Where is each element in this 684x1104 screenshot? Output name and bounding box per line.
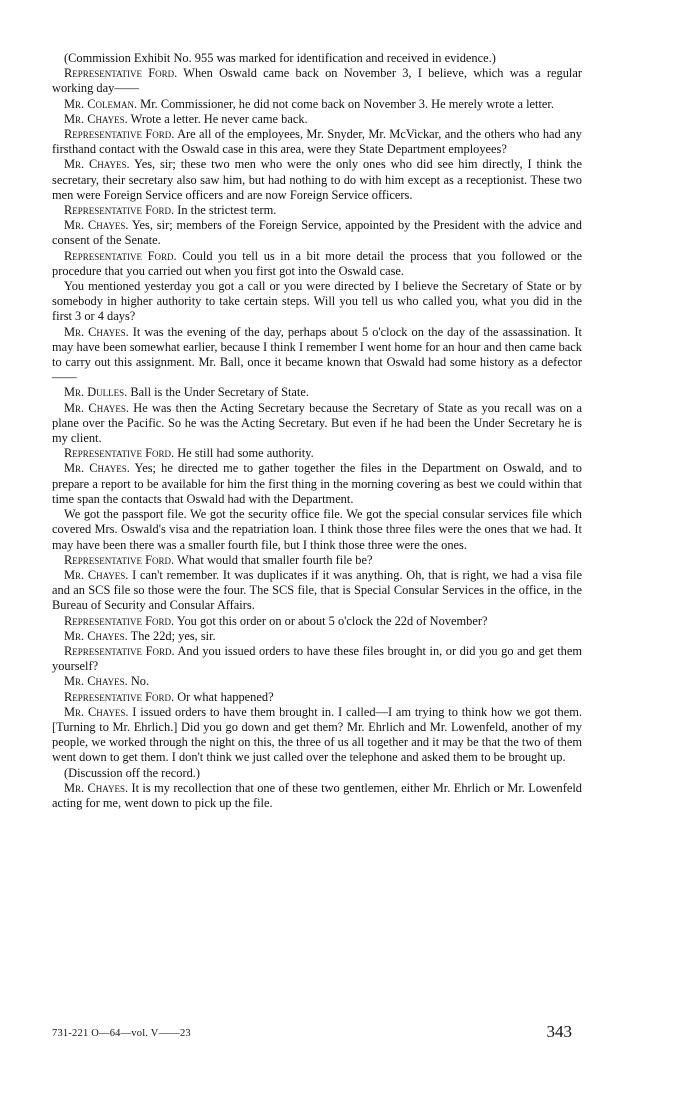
- paragraph-text: You got this order on or about 5 o'clock the 22d of November?: [174, 613, 488, 628]
- paragraph-text: I can't remember. It was duplicates if it was anything. Oh, that is right, we had a visa file and an SCS file so those were the four. The SCS file, that is Special Consular Services in the office, in the Bureau of Security and Consular Affairs.: [52, 567, 582, 613]
- page-number: 343: [546, 1022, 572, 1041]
- speaker-name: Mr. Chayes.: [64, 704, 129, 719]
- speaker-name: Mr. Chayes.: [64, 400, 129, 415]
- paragraph-text: The 22d; yes, sir.: [127, 628, 216, 643]
- paragraph: [52, 705, 582, 766]
- speaker-name: Mr. Chayes.: [64, 461, 130, 476]
- paragraph-text: (Discussion off the record.): [64, 765, 201, 780]
- paragraph-text: It is my recollection that one of these two gentlemen, either Mr. Ehrlich or Mr. Lowenfeld acting for me, went down to pick up the file.: [52, 780, 582, 810]
- paragraph: [52, 568, 582, 614]
- speaker-name: Representative Ford.: [64, 446, 175, 461]
- paragraph: [52, 249, 582, 279]
- paragraph: [52, 614, 582, 629]
- paragraph-text: I issued orders to have them brought in. I called—I am trying to think how we got them. [Turning to Mr. Ehrlich.] Did you go down and get them? Mr. Ehrlich and Mr. Lowenfeld, another of my people, we worked through the night on this, the three of us all together and it may be that the two of them went down to get them. I don't think we just called over the telephone and asked them to be brought up.: [52, 704, 582, 765]
- speaker-name: Mr. Dulles.: [64, 385, 128, 400]
- paragraph: [52, 97, 582, 112]
- paragraph-text: Ball is the Under Secretary of State.: [127, 385, 309, 400]
- speaker-name: Mr. Chayes.: [64, 218, 129, 233]
- paragraph-text: And you issued orders to have these files brought in, or did you go and get them yourself?: [52, 643, 582, 674]
- speaker-name: Mr. Chayes.: [64, 111, 128, 126]
- paragraph-text: Are all of the employees, Mr. Snyder, Mr. McVickar, and the others who had any firsthand contact with the Oswald case in this area, were they State Department employees?: [52, 127, 582, 157]
- paragraph-text: No.: [127, 674, 150, 689]
- paragraph-text: When Oswald came back on November 3, I believe, which was a regular working day——: [52, 66, 582, 96]
- speaker-name: Representative Ford.: [64, 248, 177, 263]
- speaker-name: Representative Ford.: [64, 552, 175, 567]
- paragraph: [52, 401, 582, 447]
- paragraph-text: Yes, sir; these two men who were the only ones who did see him directly, I think the secretary, their secretary also saw him, but had nothing to do with him except as a receptionist. These two men were Foreign Service officers and are now Foreign Service officers.: [52, 157, 582, 202]
- paragraph: [52, 644, 582, 674]
- paragraph: [52, 461, 582, 507]
- paragraph-text: It was the evening of the day, perhaps about 5 o'clock on the day of the assassination. It may have been somewhat earlier, because I think I remember I went home for an hour and then came back to carry out this assignment. Mr. Ball, once it became known that Oswald had some history as a defector——: [52, 324, 582, 385]
- paragraph: [52, 203, 582, 218]
- transcript-body: [52, 51, 582, 811]
- speaker-name: Mr. Chayes.: [64, 157, 130, 172]
- paragraph-text: What would that smaller fourth file be?: [174, 552, 373, 567]
- paragraph-text: (Commission Exhibit No. 955 was marked for identification and received in evidence.): [64, 51, 496, 65]
- speaker-name: Representative Ford.: [64, 66, 178, 81]
- paragraph-text: Yes; he directed me to gather together the files in the Department on Oswald, and to prepare a report to be available for him the first thing in the morning covering as best we could within that time span the contacts that Oswald had with the Department.: [52, 461, 582, 506]
- speaker-name: Mr. Chayes.: [64, 674, 128, 689]
- paragraph-text: Yes, sir; members of the Foreign Service, appointed by the President with the advice and consent of the Senate.: [52, 218, 582, 248]
- paragraph: [52, 629, 582, 644]
- speaker-name: Mr. Chayes.: [64, 567, 129, 582]
- speaker-name: Representative Ford.: [64, 127, 175, 142]
- speaker-name: Mr. Coleman.: [64, 96, 138, 111]
- paragraph: [52, 51, 582, 66]
- print-code: 731-221 O—64—vol. V——23: [52, 1028, 191, 1039]
- speaker-name: Mr. Chayes.: [64, 324, 129, 339]
- paragraph: [52, 781, 582, 811]
- speaker-name: Representative Ford.: [64, 613, 175, 628]
- paragraph: [52, 325, 582, 386]
- paragraph-text: Could you tell us in a bit more detail the process that you followed or the procedure that you carried out when you first got into the Oswald case.: [52, 248, 582, 278]
- paragraph-text: He still had some authority.: [174, 446, 314, 461]
- paragraph: [52, 690, 582, 705]
- paragraph: [52, 66, 582, 96]
- paragraph-text: Mr. Commissioner, he did not come back on November 3. He merely wrote a letter.: [137, 96, 554, 111]
- paragraph-text: Wrote a letter. He never came back.: [127, 111, 308, 126]
- paragraph-text: Or what happened?: [174, 689, 274, 704]
- paragraph: [52, 766, 582, 781]
- paragraph-text: In the strictest term.: [174, 203, 277, 218]
- speaker-name: Mr. Chayes.: [64, 780, 129, 795]
- paragraph: [52, 127, 582, 157]
- speaker-name: Representative Ford.: [64, 203, 175, 218]
- paragraph: [52, 218, 582, 248]
- paragraph: [52, 279, 582, 325]
- paragraph-text: He was then the Acting Secretary because the Secretary of State as you recall was on a plane over the Pacific. So he was the Acting Secretary. But even if he had been the Under Secretary he is my client.: [52, 400, 582, 446]
- paragraph: [52, 112, 582, 127]
- paragraph-text: We got the passport file. We got the security office file. We got the special consular services file which covered Mrs. Oswald's visa and the repatriation loan. I think those three files were the ones that we had. It may have been there was a smaller fourth file, but I think those three were the ones.: [52, 507, 582, 552]
- speaker-name: Mr. Chayes.: [64, 628, 128, 643]
- paragraph: [52, 507, 582, 553]
- paragraph-text: You mentioned yesterday you got a call or you were directed by I believe the Secretary of State or by somebody in higher authority to take certain steps. Will you tell us who called you, what you did in the first 3 or 4 days?: [52, 279, 582, 324]
- paragraph: [52, 553, 582, 568]
- paragraph: [52, 157, 582, 203]
- paragraph: [52, 674, 582, 689]
- paragraph: [52, 385, 582, 400]
- speaker-name: Representative Ford.: [64, 643, 175, 658]
- speaker-name: Representative Ford.: [64, 689, 175, 704]
- paragraph: [52, 446, 582, 461]
